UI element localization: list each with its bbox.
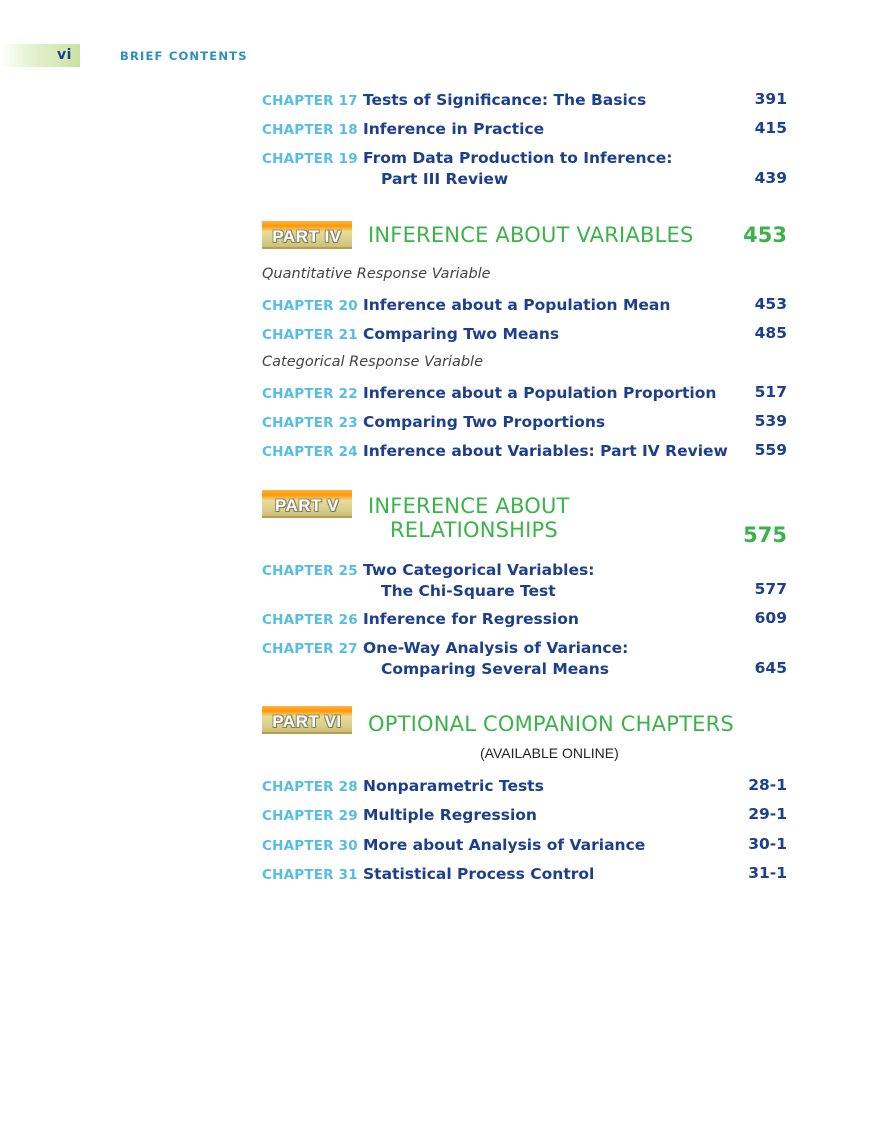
chapter-title: Comparing Two Proportions <box>363 413 606 431</box>
chapter-page: 415 <box>754 119 787 137</box>
chapter-label: CHAPTER 30 <box>262 838 358 854</box>
chapter-label: CHAPTER 27 <box>262 641 358 657</box>
chapter-title: Statistical Process Control <box>363 865 595 883</box>
chapter-label: CHAPTER 28 <box>262 779 358 795</box>
part-v-badge: PART V <box>262 490 352 518</box>
chapter-label: CHAPTER 31 <box>262 867 358 883</box>
chapter-label: CHAPTER 25 <box>262 563 358 579</box>
chapter-title: Inference in Practice <box>363 120 545 138</box>
section-heading-quantitative: Quantitative Response Variable <box>262 266 491 282</box>
running-head: BRIEF CONTENTS <box>120 49 248 63</box>
chapter-label: CHAPTER 22 <box>262 386 358 402</box>
part-iv-title[interactable]: INFERENCE ABOUT VARIABLES <box>368 223 694 247</box>
chapter-label: CHAPTER 24 <box>262 444 358 460</box>
part-vi-badge: PART VI <box>262 706 352 734</box>
chapter-label: CHAPTER 23 <box>262 415 358 431</box>
part-iv-badge: PART IV <box>262 221 352 249</box>
chapter-page: 485 <box>754 324 787 342</box>
chapter-title: Two Categorical Variables: The Chi-Square Test <box>363 561 595 600</box>
part-vi-title[interactable]: OPTIONAL COMPANION CHAPTERS <box>368 712 734 736</box>
chapter-title: One-Way Analysis of Variance: Comparing Several Means <box>363 639 629 678</box>
chapter-title: Nonparametric Tests <box>363 777 544 795</box>
available-online-note: (AVAILABLE ONLINE) <box>480 745 619 761</box>
chapter-page: 645 <box>754 659 787 677</box>
chapter-page: 30-1 <box>748 835 787 853</box>
chapter-title: From Data Production to Inference: Part III Review <box>363 149 673 188</box>
chapter-page: 28-1 <box>748 776 787 794</box>
chapter-page: 439 <box>754 169 787 187</box>
chapter-page: 609 <box>754 609 787 627</box>
chapter-title: More about Analysis of Variance <box>363 836 646 854</box>
chapter-title: Comparing Two Means <box>363 325 560 343</box>
part-v-title[interactable]: INFERENCE ABOUT RELATIONSHIPS <box>368 494 570 542</box>
chapter-page: 453 <box>754 295 787 313</box>
chapter-label: CHAPTER 18 <box>262 122 358 138</box>
chapter-title: Inference about Variables: Part IV Review <box>363 442 728 460</box>
chapter-title: Inference about a Population Mean <box>363 296 671 314</box>
chapter-label: CHAPTER 19 <box>262 151 358 167</box>
chapter-title: Inference for Regression <box>363 610 579 628</box>
part-v-page: 575 <box>743 523 787 547</box>
chapter-label: CHAPTER 20 <box>262 298 358 314</box>
chapter-page: 391 <box>754 90 787 108</box>
chapter-title: Tests of Significance: The Basics <box>363 91 647 109</box>
chapter-page: 29-1 <box>748 805 787 823</box>
chapter-page: 577 <box>754 580 787 598</box>
section-heading-categorical: Categorical Response Variable <box>262 354 483 370</box>
page-number: vi <box>57 47 72 63</box>
chapter-page: 31-1 <box>748 864 787 882</box>
chapter-label: CHAPTER 29 <box>262 808 358 824</box>
chapter-page: 517 <box>754 383 787 401</box>
chapter-page: 559 <box>754 441 787 459</box>
chapter-title: Multiple Regression <box>363 806 537 824</box>
chapter-label: CHAPTER 26 <box>262 612 358 628</box>
chapter-label: CHAPTER 17 <box>262 93 358 109</box>
part-iv-page: 453 <box>743 223 787 247</box>
chapter-label: CHAPTER 21 <box>262 327 358 343</box>
chapter-page: 539 <box>754 412 787 430</box>
chapter-title: Inference about a Population Proportion <box>363 384 717 402</box>
